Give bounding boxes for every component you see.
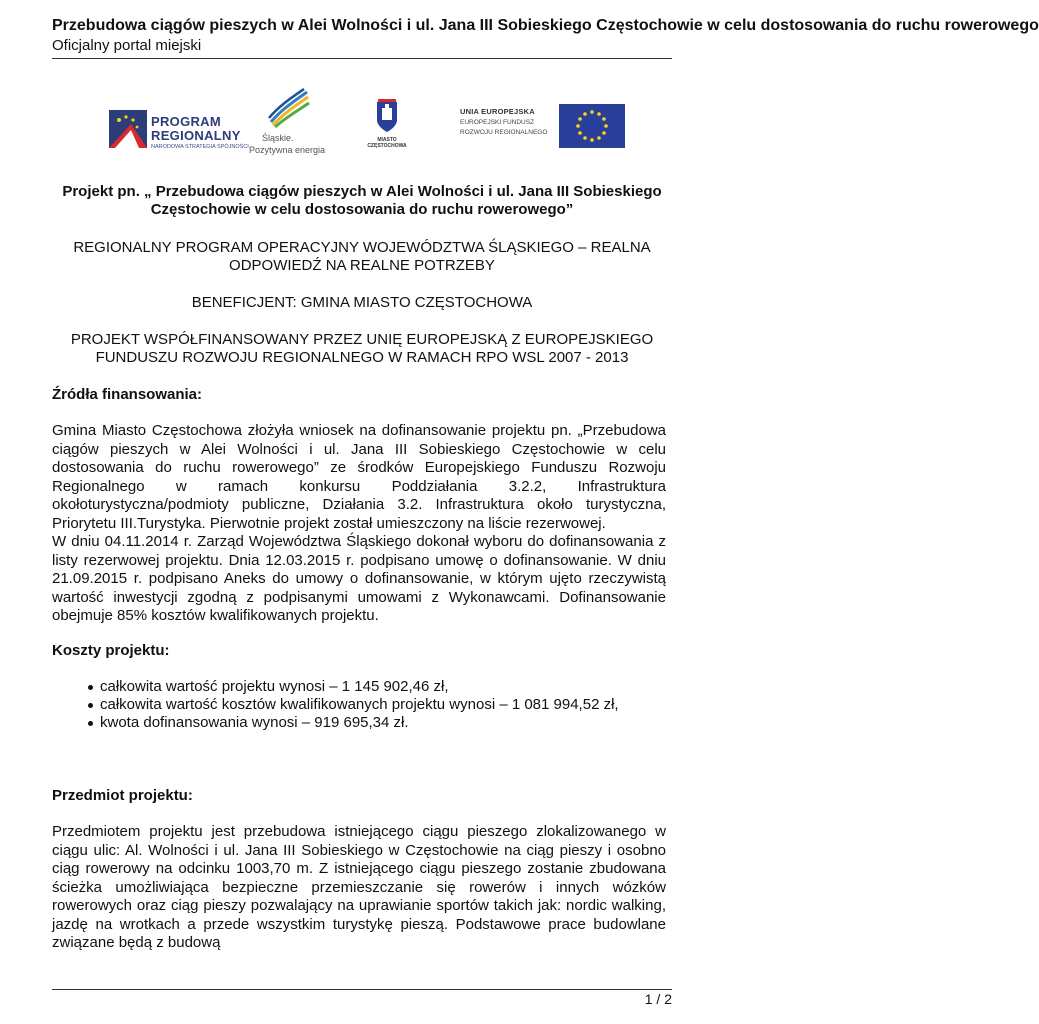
program-line2: REGIONALNY <box>151 128 241 143</box>
cofin-line1: PROJEKT WSPÓŁFINANSOWANY PRZEZ UNIĘ EUROPEJSKĄ Z EUROPEJSKIEGO <box>70 331 654 348</box>
program-line1: PROGRAM <box>151 114 221 129</box>
czestochowa-logo <box>362 98 412 158</box>
project-title-line1: Projekt pn. „ Przebudowa ciągów pieszych w Alei Wolności i ul. Jana III Sobieskiego <box>62 183 662 200</box>
ue-line2: EUROPEJSKI FUNDUSZ <box>460 119 535 126</box>
project-title <box>52 183 672 219</box>
slaskie-wave-icon <box>267 88 311 128</box>
city-crest-icon <box>362 98 412 134</box>
program-flag-icon <box>109 110 147 148</box>
cofinancing-statement <box>52 331 672 367</box>
rpo-line1: REGIONALNY PROGRAM OPERACYJNY WOJEWÓDZTWA ŚLĄSKIEGO – REALNA <box>73 239 651 256</box>
footer-divider <box>52 989 672 990</box>
eu-flag-icon <box>559 104 625 148</box>
rpo-statement <box>52 239 672 275</box>
rpo-line2: ODPOWIEDŹ NA REALNE POTRZEBY <box>229 257 495 274</box>
financing-paragraph-2: W dniu 04.11.2014 r. Zarząd Województwa Śląskiego dokonał wyboru do dofinansowania z listy rezerwowej projektu. Dnia 12.03.2015 r. podpisano umowę o dofinansowanie. W dniu 21.09.2015 r. podpisano Aneks do umowy o dofinansowanie, w którym ujęto rzeczywistą wartość inwestycji zgodną z podpisanymi umowami z Wykonawcami. Dofinansowanie obejmuje 85% kosztów kwalifikowanych projektu. <box>52 533 666 624</box>
czestochowa-line2: CZĘSTOCHOWA <box>367 143 407 149</box>
logo-strip <box>52 88 672 163</box>
list-item: kwota dofinansowania wynosi – 919 695,34 zł. <box>86 714 619 732</box>
ue-line3: ROZWOJU REGIONALNEGO <box>460 129 548 136</box>
beneficiary: BENEFICJENT: GMINA MIASTO CZĘSTOCHOWA <box>191 294 533 311</box>
czestochowa-text <box>362 137 412 149</box>
slaskie-line1: Śląskie. <box>262 133 294 143</box>
financing-heading: Źródła finansowania: <box>52 386 203 403</box>
project-title-line2: Częstochowie w celu dostosowania do ruchu rowerowego” <box>150 201 574 218</box>
czestochowa-line1: MIASTO <box>377 137 397 143</box>
financing-text <box>52 422 666 626</box>
financing-paragraph-1: Gmina Miasto Częstochowa złożyła wniosek na dofinansowanie projektu pn. „Przebudowa ciągów pieszych w Alei Wolności i ul. Jana III Sobieskiego Częstochowie w celu dostosowania do ruchu rowerowego” ze środków Europejskiego Funduszu Rozwoju Regionalnego w ramach konkursu Poddziałania 3.2.2, Infrastruktura okołoturystyczna/podmioty publiczne, Działania 3.2. Infrastruktura około turystyczna, Priorytetu III.Turystyka. Pierwotnie projekt został umieszczony na liście rezerwowej. <box>52 422 666 532</box>
ue-line1: UNIA EUROPEJSKA <box>460 107 535 116</box>
subject-text <box>52 823 666 953</box>
header-divider <box>52 58 672 59</box>
costs-heading: Koszty projektu: <box>52 642 170 659</box>
list-item: całkowita wartość projektu wynosi – 1 145 902,46 zł, <box>86 678 619 696</box>
subject-heading: Przedmiot projektu: <box>52 787 193 804</box>
cofin-line2: FUNDUSZU ROZWOJU REGIONALNEGO W RAMACH RPO WSL 2007 - 2013 <box>95 349 629 366</box>
page-number: 1 / 2 <box>644 991 672 1007</box>
program-line3: NARODOWA STRATEGIA SPÓJNOŚCI <box>151 144 249 150</box>
portal-subtitle: Oficjalny portal miejski <box>52 37 202 54</box>
page-title: Przebudowa ciągów pieszych w Alei Wolności i ul. Jana III Sobieskiego Częstochowie w celu dostosowania do ruchu rowerowego <box>52 17 1039 34</box>
slaskie-logo <box>247 88 337 163</box>
costs-list <box>86 678 619 732</box>
list-item: całkowita wartość kosztów kwalifikowanych projektu wynosi – 1 081 994,52 zł, <box>86 696 619 714</box>
slaskie-line2: Pozytywna energia <box>249 145 326 155</box>
program-regionalny-logo <box>109 110 269 155</box>
subject-paragraph: Przedmiotem projektu jest przebudowa istniejącego ciągu pieszego zlokalizowanego w ciągu ulic: Al. Wolności i ul. Jana III Sobieskiego w Częstochowie na ciąg pieszy i osobno ciąg rowerowy na odcinku 1003,70 m. Z istniejącego ciągu pieszego zostanie zbudowana ścieżka umożliwiająca bezpieczne przemieszczanie się rowerów i innych wózków rowerowych oraz ciąg pieszy pozwalający na uprawianie sportów takich jak: nordic walking, jazdę na wrotkach a przede wszystkim turystykę pieszą. Podstawowe prace budowlane związane będą z budową <box>52 823 666 951</box>
